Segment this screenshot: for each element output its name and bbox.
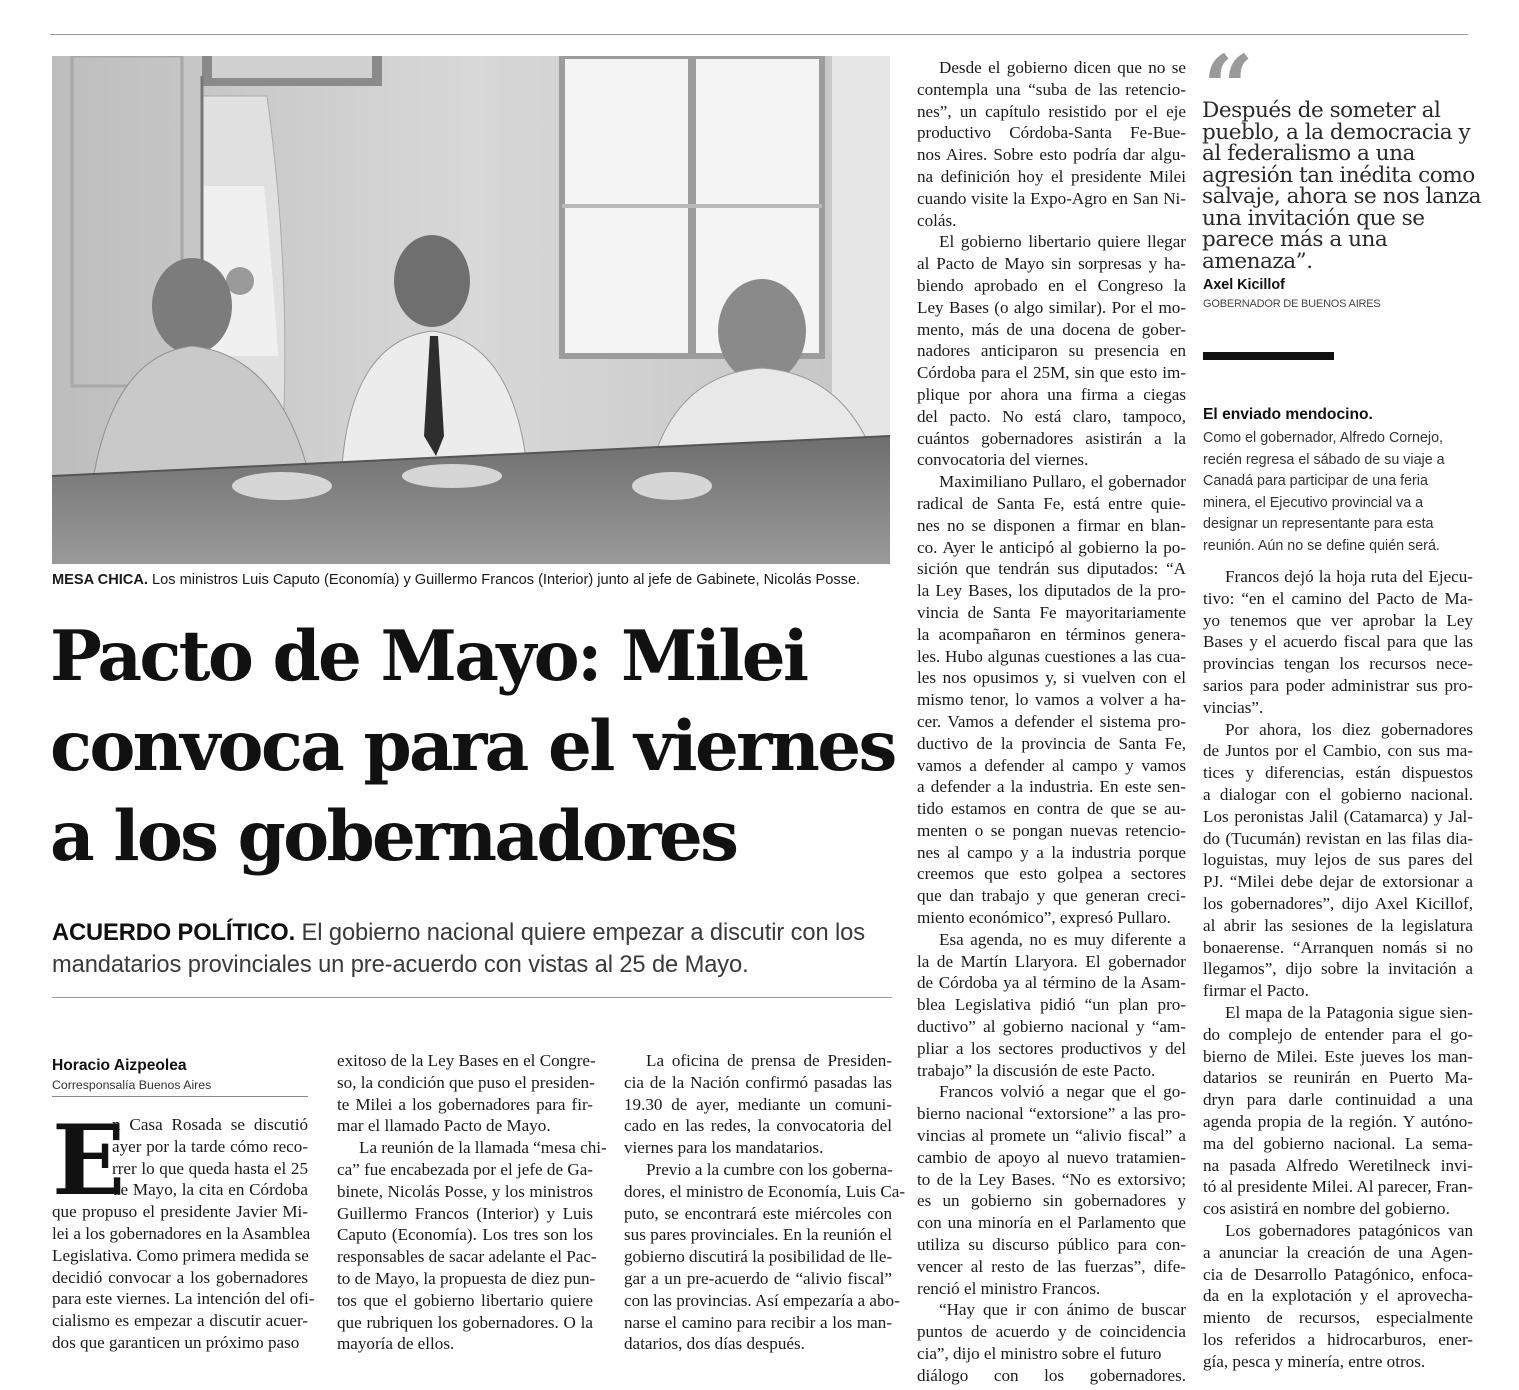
- body-line: yo tenemos que ver aprobar la Ley: [1203, 610, 1473, 630]
- body-line: sición que tendrán sus diputados: “A: [917, 559, 1186, 579]
- body-line: mayoría de ellos.: [337, 1334, 455, 1354]
- headline-line: convoca para el viernes: [50, 706, 895, 787]
- body-line: loguistas, muy lejos de sus pares del: [1203, 850, 1473, 870]
- body-line: de Córdoba ya al término de la Asam-: [917, 973, 1186, 993]
- body-line: que propuso el presidente Javier Mi-: [52, 1202, 308, 1222]
- body-line: cialismo es empezar a discutir acuer-: [52, 1311, 308, 1331]
- body-line: ayer por la tarde cómo reco-: [112, 1136, 308, 1156]
- body-line: La oficina de prensa de Presiden-: [646, 1051, 892, 1070]
- quote-mark-icon: “: [1203, 35, 1254, 139]
- quote-line: al federalismo a una: [1202, 141, 1415, 166]
- article-photo: [52, 56, 890, 564]
- body-line: cia de Desarrollo Patagónico, enfoca-: [1203, 1264, 1473, 1284]
- body-line: la acompañaron en términos genera-: [917, 624, 1186, 644]
- body-line: cuántos gobernadores asistirán a la: [917, 428, 1186, 448]
- deck-rule: [52, 997, 892, 998]
- body-line: ductivo de la provincia de Santa Fe,: [917, 733, 1186, 753]
- body-line: Por ahora, los diez gobernadores: [1225, 719, 1473, 739]
- body-line: cer. Vamos a defender el sistema pro-: [917, 711, 1186, 731]
- body-line: al abrir las sesiones de la legislatura: [1203, 915, 1473, 935]
- sidebar-line: designar un representante para esta: [1203, 516, 1434, 533]
- body-line: Desde el gobierno dicen que no se: [939, 58, 1186, 77]
- body-line: da en la explotación y el aprovecha-: [1203, 1286, 1473, 1306]
- caption-text: Los ministros Luis Caputo (Economía) y Guillermo Francos (Interior) junto al jefe de Gabinete, Nicolás Posse.: [147, 572, 861, 588]
- body-line: do complejo de entender para el go-: [1203, 1024, 1473, 1044]
- body-line: los referidos a hidrocarburos, ener-: [1203, 1329, 1473, 1349]
- body-line: Francos volvió a negar que el go-: [939, 1082, 1186, 1102]
- headline-line: a los gobernadores: [50, 796, 737, 877]
- quote-line: parece más a una: [1202, 227, 1388, 252]
- sidebar-line: reunión. Aún no se define quién será.: [1203, 537, 1440, 554]
- body-line: vencer al resto de las fuerzas”, dife-: [917, 1256, 1186, 1276]
- quote-line: amenaza”.: [1202, 248, 1313, 274]
- body-line: mismo tenor, lo vamos a volver a ha-: [917, 690, 1186, 710]
- body-line: es un gobierno sin gobernadores y: [917, 1191, 1186, 1211]
- sidebar-line: recién regresa el sábado de su viaje a: [1203, 451, 1445, 468]
- body-line: provincias tengan los recursos nece-: [1203, 654, 1473, 674]
- sidebar-bar: [1203, 352, 1334, 360]
- body-line: dos que garanticen un próximo paso: [52, 1332, 300, 1352]
- body-column-5: [1203, 566, 1473, 1372]
- body-line: El gobierno libertario quiere llegar: [939, 232, 1186, 252]
- deck-label: ACUERDO POLÍTICO.: [52, 920, 296, 946]
- body-line: con las provincias. Así empezaría a abo-: [624, 1290, 900, 1310]
- body-line: vincia de Santa Fe mayoritariamente: [917, 602, 1186, 622]
- body-line: binete, Nicolás Posse, y los ministros: [337, 1181, 593, 1201]
- body-line: convocatoria del viernes.: [917, 450, 1089, 470]
- body-line: con una minoría en el Parlamento que: [917, 1213, 1186, 1233]
- body-line: datarios, dos días después.: [624, 1334, 805, 1354]
- body-line: Los peronistas Jalil (Catamarca) y Jal-: [1203, 806, 1473, 826]
- body-line: a dialogar con el gobierno nacional.: [1203, 784, 1473, 804]
- body-line: mento, más de una docena de gober-: [917, 319, 1186, 339]
- sidebar-line: minera, el Ejecutivo provincial va a: [1203, 494, 1424, 511]
- body-line: miento económico”, expresó Pullaro.: [917, 908, 1171, 928]
- body-line: Los gobernadores patagónicos van: [1225, 1220, 1473, 1240]
- body-line: responsables de sacar adelante el Pac-: [337, 1247, 597, 1267]
- body-line: la de Martín Llaryora. El gobernador: [917, 951, 1186, 971]
- body-line: n Casa Rosada se discutió: [112, 1115, 308, 1134]
- body-line: Guillermo Francos (Interior) y Luis: [337, 1203, 593, 1223]
- body-line: contempla una “suba de las retencio-: [917, 79, 1186, 99]
- body-line: miento de recursos, especialmente: [1203, 1308, 1473, 1328]
- body-line: sarios para poder administrar sus pro-: [1203, 675, 1473, 695]
- quote-author-role: GOBERNADOR DE BUENOS AIRES: [1203, 298, 1381, 310]
- body-line: nes al campo y a la industria porque: [917, 842, 1186, 862]
- quote-line: Después de someter al: [1202, 98, 1441, 123]
- body-line: narse el camino para recibir a los man-: [624, 1312, 892, 1332]
- deck: [52, 917, 902, 981]
- body-line: del pacto. No está claro, tampoco,: [917, 406, 1186, 426]
- sidebar-line: Canadá para participar de una feria: [1203, 473, 1428, 490]
- body-line: Esa agenda, no es muy diferente a: [939, 929, 1186, 949]
- body-line: mar el llamado Pacto de Mayo.: [337, 1116, 551, 1136]
- body-line: datarios se reunirán en Puerto Ma-: [1203, 1068, 1473, 1088]
- body-line: El mapa de la Patagonia sigue sien-: [1225, 1002, 1473, 1022]
- body-line: puto, se encontrará este miércoles con: [624, 1203, 892, 1223]
- body-line: nes no se disponen a firmar en blan-: [917, 515, 1186, 535]
- body-line: llegamos”, dijo sobre la invitación a: [1203, 959, 1473, 979]
- byline-role: Corresponsalía Buenos Aires: [52, 1078, 212, 1092]
- body-line: vincias al promete un “alivio fiscal” a: [917, 1126, 1186, 1146]
- quote-line: agresión tan inédita como: [1202, 162, 1475, 188]
- body-line: nadores anticiparon su presencia en: [917, 341, 1186, 361]
- body-line: viernes para los mandatarios.: [624, 1138, 824, 1158]
- body-line: vamos a defender al campo y vamos: [917, 755, 1186, 775]
- body-line: cambio de apoyo al nuevo tratamien-: [917, 1147, 1186, 1167]
- body-line: lei a los gobernadores en la Asamblea: [52, 1223, 311, 1243]
- body-line: do (Tucumán) revistan en las filas dia-: [1203, 828, 1473, 848]
- body-line: vincias”.: [1203, 697, 1264, 717]
- body-line: puntos de acuerdo y de coincidencia: [917, 1322, 1186, 1342]
- body-line: de Mayo, la cita en Córdoba: [112, 1180, 308, 1200]
- body-line: plique por ahora una firma a ciegas: [917, 384, 1186, 404]
- body-line: exitoso de la Ley Bases en el Congre-: [337, 1051, 596, 1070]
- body-line: a anunciar la creación de una Agen-: [1203, 1242, 1473, 1262]
- body-line: cado en las redes, la convocatoria del: [624, 1116, 892, 1136]
- body-line: tos que el gobierno libertario quiere: [337, 1290, 593, 1310]
- body-line: que rubriquen los gobernadores. O la: [337, 1312, 593, 1332]
- body-line: creemos que esto golpea a sectores: [917, 864, 1186, 884]
- body-line: que dan trabajo y que generan creci-: [917, 886, 1186, 906]
- body-line: rrer lo que queda hasta el 25: [112, 1158, 308, 1178]
- quote-line: salvaje, ahora se nos lanza: [1202, 184, 1481, 209]
- body-line: Caputo (Economía). Los tres son los: [337, 1225, 593, 1245]
- body-line: decidió convocar a los gobernadores: [52, 1267, 308, 1287]
- body-line: so, la condición que puso el presiden-: [337, 1072, 595, 1092]
- body-line: les. Hubo algunas cuestiones a las cua-: [917, 646, 1186, 666]
- body-line: firmar el Pacto.: [1203, 981, 1309, 1001]
- body-line: bierno nacional “extorsione” a las pro-: [917, 1104, 1186, 1124]
- body-line: radical de Santa Fe, está entre quie-: [917, 493, 1186, 513]
- body-line: cia de la Nación confirmó pasadas las: [624, 1072, 892, 1092]
- body-line: tó al presidente Milei. Al parecer, Fran-: [1203, 1177, 1473, 1197]
- body-line: Maximiliano Pullaro, el gobernador: [939, 472, 1186, 492]
- body-line: to de la Ley Bases. “No es extorsivo;: [917, 1169, 1186, 1189]
- body-column-3: [624, 1050, 906, 1355]
- photo-caption: [52, 571, 892, 589]
- sidebar-line: Como el gobernador, Alfredo Cornejo,: [1203, 430, 1444, 446]
- body-column-1: [52, 1104, 315, 1354]
- body-line: ductivo” al gobierno nacional y “am-: [917, 1017, 1186, 1037]
- body-line: utiliza su discurso público para con-: [917, 1235, 1186, 1255]
- body-line: renció el ministro Francos.: [917, 1278, 1101, 1298]
- body-column-4: [917, 57, 1186, 1387]
- body-line: menten o se pongan nuevas retencio-: [917, 820, 1186, 840]
- body-line: al Pacto de Mayo sin sorpresas y ha-: [917, 254, 1186, 274]
- body-line: la Ley Bases, los diputados de la pro-: [917, 581, 1186, 601]
- caption-label: MESA CHICA.: [52, 572, 148, 588]
- body-line: bonaerense. “Arranquen nomás si no: [1203, 937, 1473, 957]
- body-line: productivo Córdoba-Santa Fe-Bue-: [917, 123, 1186, 143]
- body-line: cia”, dijo el ministro sobre el futuro: [917, 1344, 1162, 1364]
- body-line: bierno de Milei. Este jueves los man-: [1203, 1046, 1473, 1066]
- body-line: gar a un pre-acuerdo de “alivio fiscal”: [624, 1268, 892, 1288]
- body-line: colás.: [917, 210, 957, 230]
- body-line: nes”, un capítulo resistido por el eje: [917, 101, 1186, 121]
- body-line: biendo aprobado en el Congreso la: [917, 275, 1186, 295]
- body-line: de Juntos por el Cambio, con sus ma-: [1203, 741, 1473, 761]
- body-line: Previo a la cumbre con los goberna-: [646, 1159, 893, 1179]
- body-line: tido estamos en contra de que se au-: [917, 799, 1186, 819]
- body-line: na definición hoy el presidente Milei: [917, 166, 1186, 186]
- body-column-2: [337, 1050, 607, 1355]
- quote-line: una invitación que se: [1202, 205, 1425, 231]
- body-line: diálogo con los gobernadores.: [917, 1365, 1186, 1385]
- body-line: gobierno discutirá la posibilidad de lle-: [624, 1247, 893, 1267]
- sidebar-text: [1203, 428, 1473, 558]
- byline-name: Horacio Aizpeolea: [52, 1057, 187, 1074]
- body-line: co. Ayer le anticipó al gobierno la po-: [917, 537, 1186, 557]
- body-line: La reunión de la llamada “mesa chi-: [359, 1138, 607, 1158]
- drop-cap: E: [52, 1104, 126, 1217]
- quote-line: pueblo, a la democracia y: [1202, 119, 1471, 145]
- body-line: Ley Bases (o algo similar). Por el mo-: [917, 297, 1186, 317]
- body-line: agenda propia de la región. Y autóno-: [1203, 1111, 1473, 1131]
- body-line: “Hay que ir con ánimo de buscar: [939, 1300, 1186, 1320]
- body-line: les nos opusimos y, si vuelven con el: [917, 668, 1186, 688]
- body-line: Córdoba para el 25M, sin que esto im-: [917, 363, 1186, 383]
- body-line: blea Legislativa pidió “un plan pro-: [917, 995, 1186, 1015]
- body-line: ma del gobierno nacional. La sema-: [1203, 1133, 1473, 1153]
- sidebar-title: El enviado mendocino.: [1203, 406, 1373, 423]
- body-line: trabajo” la discusión de este Pacto.: [917, 1060, 1156, 1080]
- body-line: Francos dejó la hoja ruta del Ejecu-: [1225, 567, 1473, 586]
- body-line: a defender a la industria. En este sen-: [917, 777, 1186, 797]
- body-line: sus pares provinciales. En la reunión el: [624, 1225, 892, 1245]
- body-line: nos Aires. Sobre esto podría dar algu-: [917, 145, 1186, 165]
- top-rule: [50, 34, 1468, 35]
- body-line: 19.30 de ayer, mediante un comuni-: [624, 1094, 892, 1114]
- body-line: PJ. “Milei debe dejar de extorsionar a: [1203, 872, 1473, 892]
- body-line: cos asistirá en nombre del gobierno.: [1203, 1199, 1450, 1219]
- body-line: to de Mayo, la propuesta de diez pun-: [337, 1268, 596, 1288]
- headline: [50, 612, 900, 882]
- body-line: ca” fue encabezada por el jefe de Ga-: [337, 1159, 593, 1179]
- body-line: pliar a los sectores productivos y del: [917, 1038, 1186, 1058]
- body-line: dryn para darle continuidad a una: [1203, 1090, 1473, 1110]
- body-line: para este viernes. La intención del ofi-: [52, 1289, 315, 1309]
- body-line: tivo: “en el camino del Pacto de Ma-: [1203, 588, 1473, 608]
- byline-rule: [52, 1096, 308, 1097]
- body-line: cuando visite la Expo-Agro en San Ni-: [917, 188, 1186, 208]
- body-line: gía, pesca y minería, entre otros.: [1203, 1351, 1426, 1371]
- body-line: Bases y el acuerdo fiscal para que las: [1203, 632, 1473, 652]
- quote-author: Axel Kicillof: [1203, 277, 1285, 293]
- deck-text: El gobierno nacional quiere empezar a discutir con los mandatarios provinciales un pre-acuerdo con vistas al 25 de Mayo.: [52, 920, 865, 978]
- body-line: dores, el ministro de Economía, Luis Ca-: [624, 1181, 906, 1201]
- body-line: na pasada Alfredo Weretilneck invi-: [1203, 1155, 1473, 1175]
- pull-quote: [1202, 100, 1482, 272]
- body-line: los gobernadores”, dijo Axel Kicillof,: [1203, 893, 1473, 913]
- body-line: te Milei a los gobernadores para fir-: [337, 1094, 593, 1114]
- body-line: tices y diferencias, están dispuestos: [1203, 763, 1473, 783]
- body-line: Legislativa. Como primera medida se: [52, 1245, 309, 1265]
- headline-line: Pacto de Mayo: Milei: [50, 616, 807, 697]
